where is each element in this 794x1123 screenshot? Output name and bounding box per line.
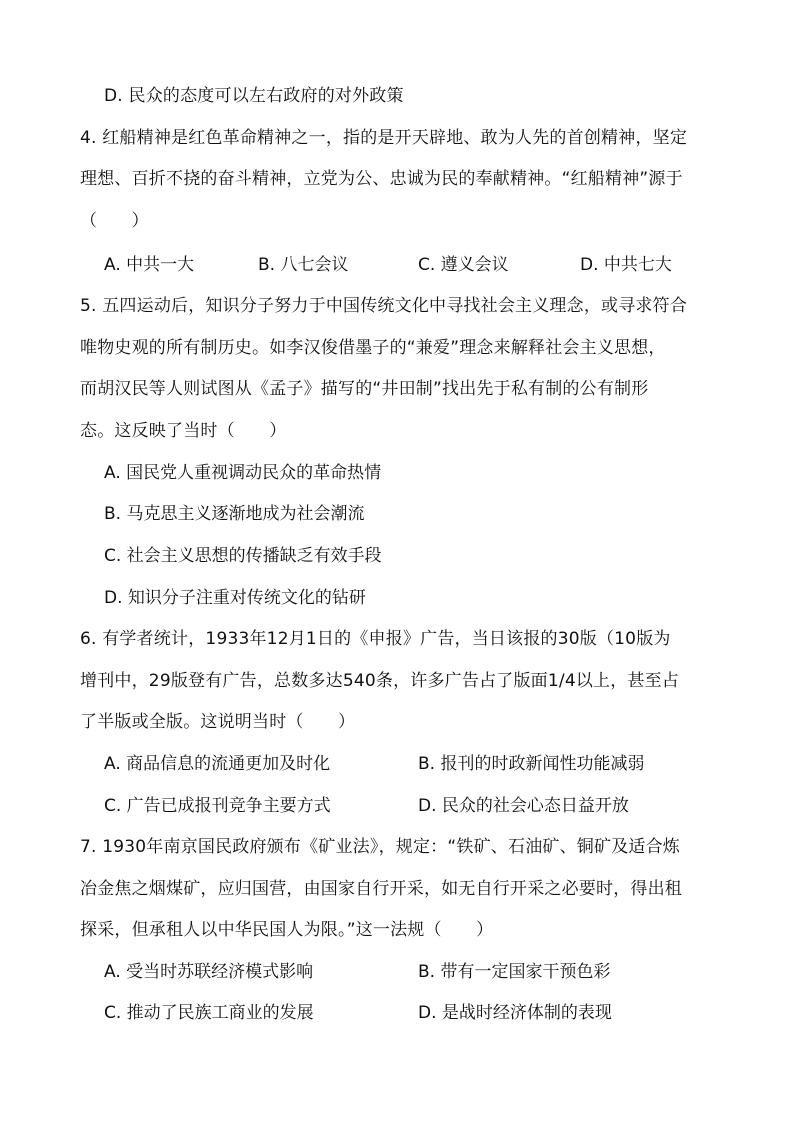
q7-option-b: B. 带有一定国家干预色彩 (418, 962, 611, 982)
q6-option-b: B. 报刊的时政新闻性功能减弱 (418, 754, 645, 774)
q5-option-a: A. 国民党人重视调动民众的革命热情 (104, 463, 382, 483)
q3-option-d: D. 民众的态度可以左右政府的对外政策 (104, 86, 404, 106)
q4-option-a: A. 中共一大 (104, 255, 195, 275)
q6-option-a: A. 商品信息的流通更加及时化 (104, 754, 331, 774)
q6-stem-line-3: 了半版或全版。这说明当时（ ） (80, 712, 356, 732)
q5-stem-line-3: 而胡汉民等人则试图从《孟子》描写的“井田制”找出先于私有制的公有制形 (80, 379, 649, 399)
q7-stem-line-1: 7. 1930年南京国民政府颁布《矿业法》，规定：“铁矿、石油矿、铜矿及适合炼 (80, 837, 680, 857)
q6-option-c: C. 广告已成报刊竞争主要方式 (104, 796, 331, 816)
q6-stem-line-1: 6. 有学者统计，1933年12月1日的《申报》广告，当日该报的30版（10版为 (80, 629, 671, 649)
q4-stem-line-1: 4. 红船精神是红色革命精神之一，指的是开天辟地、敢为人先的首创精神，坚定 (80, 128, 688, 148)
q5-stem-line-1: 5. 五四运动后，知识分子努力于中国传统文化中寻找社会主义理念，或寻求符合 (80, 296, 688, 316)
q6-option-d: D. 民众的社会心态日益开放 (418, 796, 629, 816)
q4-option-b: B. 八七会议 (258, 255, 349, 275)
q7-option-c: C. 推动了民族工商业的发展 (104, 1003, 314, 1023)
q4-stem-line-3: （ ） (80, 211, 149, 231)
q5-option-d: D. 知识分子注重对传统文化的钻研 (104, 588, 366, 608)
q4-option-d: D. 中共七大 (580, 255, 672, 275)
q7-stem-line-2: 冶金焦之烟煤矿，应归国营，由国家自行开采，如无自行开采之必要时，得出租 (80, 879, 682, 899)
q7-stem-line-3: 探采，但承租人以中华民国人为限。”这一法规（ ） (80, 920, 494, 940)
q5-option-c: C. 社会主义思想的传播缺乏有效手段 (104, 546, 382, 566)
q7-option-d: D. 是战时经济体制的表现 (418, 1003, 612, 1023)
q5-stem-line-2: 唯物史观的所有制历史。如李汉俊借墨子的“兼爱”理念来解释社会主义思想， (80, 338, 666, 358)
q5-stem-line-4: 态。这反映了当时（ ） (80, 421, 287, 441)
q4-option-c: C. 遵义会议 (418, 255, 509, 275)
q6-stem-line-2: 增刊中，29版登有广告，总数多达540条，许多广告占了版面1/4以上，甚至占 (80, 671, 680, 691)
q5-option-b: B. 马克思主义逐渐地成为社会潮流 (104, 504, 365, 524)
q7-option-a: A. 受当时苏联经济模式影响 (104, 962, 314, 982)
q4-stem-line-2: 理想、百折不挠的奋斗精神，立党为公、忠诚为民的奉献精神。“红船精神”源于 (80, 169, 683, 189)
